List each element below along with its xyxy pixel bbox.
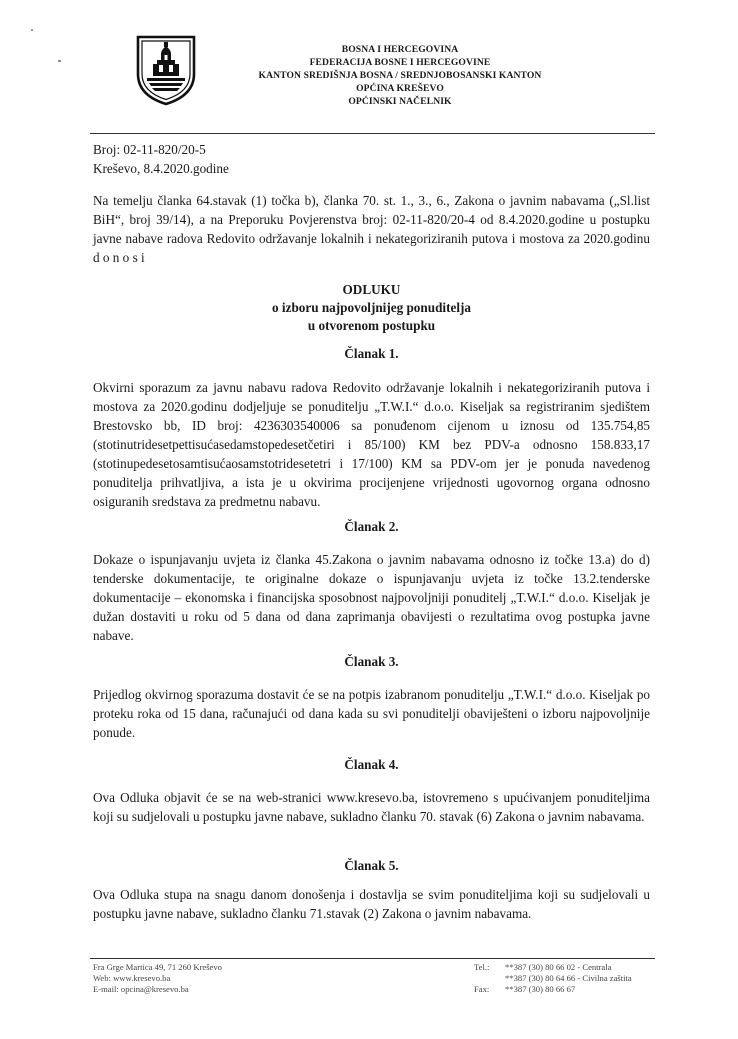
footer-contacts [474, 962, 632, 995]
scan-speck [31, 29, 33, 31]
footer-phone-civil-value: **387 (30) 80 64 66 - Civilna zaštita [505, 973, 632, 983]
footer-phone-central [474, 962, 632, 973]
document-meta [93, 140, 229, 178]
header-line-federation: FEDERACIJA BOSNE I HERCEGOVINE [309, 57, 491, 68]
article-4-heading: Članak 4. [344, 757, 399, 772]
article-2-text: Dokaze o ispunjavanju uvjeta iz članka 45.Zakona o javnim nabavama odnosno iz točke 13.a) do d) tenderske dokumentacije, te originalne dokaze o ispunjavanju uvjeta iz točke 13.2.tenderske dokumentacije – ekonomska i financijska sposobnost najpovoljniji ponuditelj „T.W.I.“ d.o.o. Kiseljak je dužan dostaviti u roku od 5 dana od dana zaprimanja obavijesti o rezultatima ovog postupka javne nabave. [93, 552, 650, 643]
article-5-text: Ova Odluka stupa na snagu danom donošenja i dostavlja se svim ponuditeljima koji su sudjelovali u postupku javne nabave, sukladno članku 71.stavak (2) Zakona o javnim nabavama. [93, 887, 650, 921]
decision-title-sub1: o izboru najpovoljnijeg ponuditelja [272, 300, 471, 315]
footer-email: E-mail: opcina@kresevo.ba [93, 984, 189, 994]
article-5-heading: Članak 5. [344, 858, 399, 873]
header-divider [90, 133, 655, 134]
header-line-country: BOSNA I HERCEGOVINA [341, 44, 459, 55]
footer-fax [474, 984, 632, 995]
footer-fax-label: Fax: [474, 984, 490, 994]
footer-street: Fra Grge Martica 49, 71 260 Kreševo [93, 962, 222, 972]
reference-number: Broj: 02-11-820/20-5 [93, 142, 206, 157]
institution-header [190, 43, 610, 108]
article-3-heading: Članak 3. [344, 654, 399, 669]
decision-title-main: ODLUKU [342, 282, 401, 297]
decision-title-sub2: u otvorenom postupku [307, 318, 436, 333]
document-date: Kreševo, 8.4.2020.godine [93, 161, 229, 176]
decision-title [93, 281, 650, 335]
footer-phone-central-value: **387 (30) 80 66 02 - Centrala [505, 962, 612, 972]
footer-web: Web: www.kresevo.ba [93, 973, 171, 983]
footer-address [93, 962, 222, 995]
header-line-municipality: OPĆINA KREŠEVO [356, 83, 444, 94]
municipality-crest-icon [135, 34, 197, 106]
article-1-heading: Članak 1. [344, 346, 399, 361]
article-1-text: Okvirni sporazum za javnu nabavu radova Redovito održavanje lokalnih i nekategoriziranih putova i mostova za 2020.godinu dodjeljuje se ponuditelju „T.W.I.“ d.o.o. Kiseljak sa registriranim sjedištem Brestovsko bb, ID broj: 4236303540006 sa ponuđenom cijenom u iznosu od 135.754,85 (stotinutridesetpettisućasedamstopedesetčetiri i 85/100) KM bez PDV-a odnosno 158.833,17 (stotinupedesetosamtisućaosamstotridesetetri i 17/100) KM sa PDV-om jer je ponuda navedenog ponuditelja prihvatljiva, a ista je u okvirima procijenjene vrijednosti ugovornog organa odnosno osiguranih sredstava za predmetnu nabavu. [93, 380, 650, 509]
article-4-text: Ova Odluka objavit će se na web-stranici www.kresevo.ba, istovremeno s upućivanjem ponuditeljima koji su sudjelovali u postupku javne nabave, sukladno članku 70. stavak (6) Zakona o javnim nabavama. [93, 790, 650, 824]
preamble-paragraph: Na temelju članka 64.stavak (1) točka b), članka 70. st. 1., 3., 6., Zakona o javnim nabavama („Sl.list BiH“, broj 39/14), a na Preporuku Povjerenstva broj: 02-11-820/20-4 od 8.4.2020.godine u postupku javne nabave radova Redovito održavanje lokalnih i nekategoriziranih putova i mostova za 2020.godinu d o n o s i [93, 193, 650, 265]
scan-speck [58, 60, 61, 62]
footer-fax-value: **387 (30) 80 66 67 [505, 984, 576, 994]
footer-phone-label: Tel.: [474, 962, 490, 972]
footer-phone-civil [474, 973, 632, 984]
footer-divider [90, 958, 655, 959]
header-line-canton: KANTON SREDIŠNJA BOSNA / SREDNJOBOSANSKI KANTON [258, 70, 542, 81]
header-line-mayor: OPĆINSKI NAČELNIK [348, 96, 452, 107]
article-3-text: Prijedlog okvirnog sporazuma dostavit će se na potpis izabranom ponuditelju „T.W.I.“ d.o.o. Kiseljak po proteku roka od 15 dana, računajući od dana kada su svi ponuditelji obaviješteni o izboru najpovoljnije ponude. [93, 687, 650, 740]
article-2-heading: Članak 2. [344, 519, 399, 534]
